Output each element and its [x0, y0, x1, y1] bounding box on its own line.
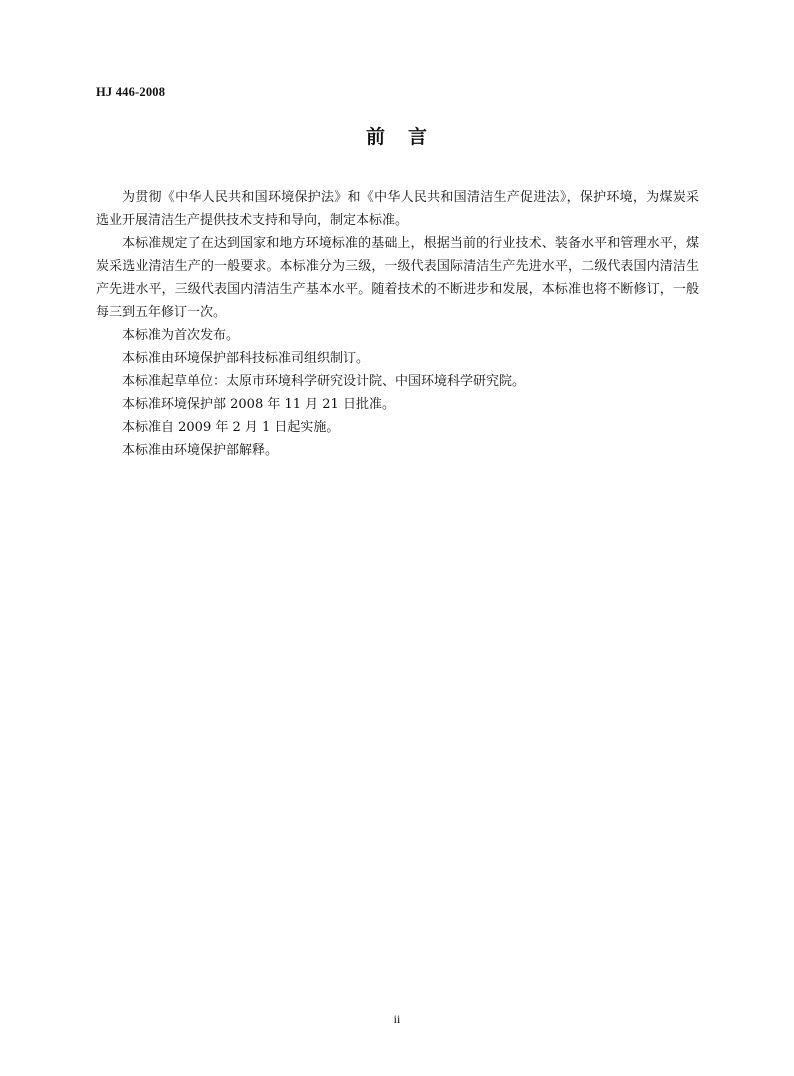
- paragraph-purpose: 为贯彻《中华人民共和国环境保护法》和《中华人民共和国清洁生产促进法》，保护环境，为煤炭采选业开展清洁生产提供技术支持和导向，制定本标准。: [96, 190, 699, 228]
- paragraph-effective-date: 本标准自 2009 年 2 月 1 日起实施。: [122, 420, 340, 435]
- paragraph-scope: 本标准规定了在达到国家和地方环境标准的基础上，根据当前的行业技术、装备水平和管理水平，煤炭采选业清洁生产的一般要求。本标准分为三级，一级代表国际清洁生产先进水平，二级代表国内清洁生产先进水平，三级代表国内清洁生产基本水平。随着技术的不断进步和发展，本标准也将不断修订，一般每三到五年修订一次。: [96, 236, 699, 320]
- foreword-body: [96, 186, 699, 462]
- standard-code: HJ 446-2008: [96, 85, 166, 99]
- paragraph-organizer: 本标准由环境保护部科技标准司组织制订。: [122, 351, 370, 366]
- page-title: [0, 122, 794, 149]
- paragraph-approval-date: 本标准环境保护部 2008 年 11 月 21 日批准。: [122, 397, 395, 412]
- title-char-1: 前: [365, 126, 386, 148]
- paragraph-first-release: 本标准为首次发布。: [122, 328, 240, 343]
- title-char-2: 言: [408, 126, 429, 148]
- paragraph-interpretation: 本标准由环境保护部解释。: [122, 443, 279, 458]
- paragraph-drafters: 本标准起草单位：太原市环境科学研究设计院、中国环境科学研究院。: [122, 374, 526, 389]
- page-number: ii: [393, 1012, 401, 1026]
